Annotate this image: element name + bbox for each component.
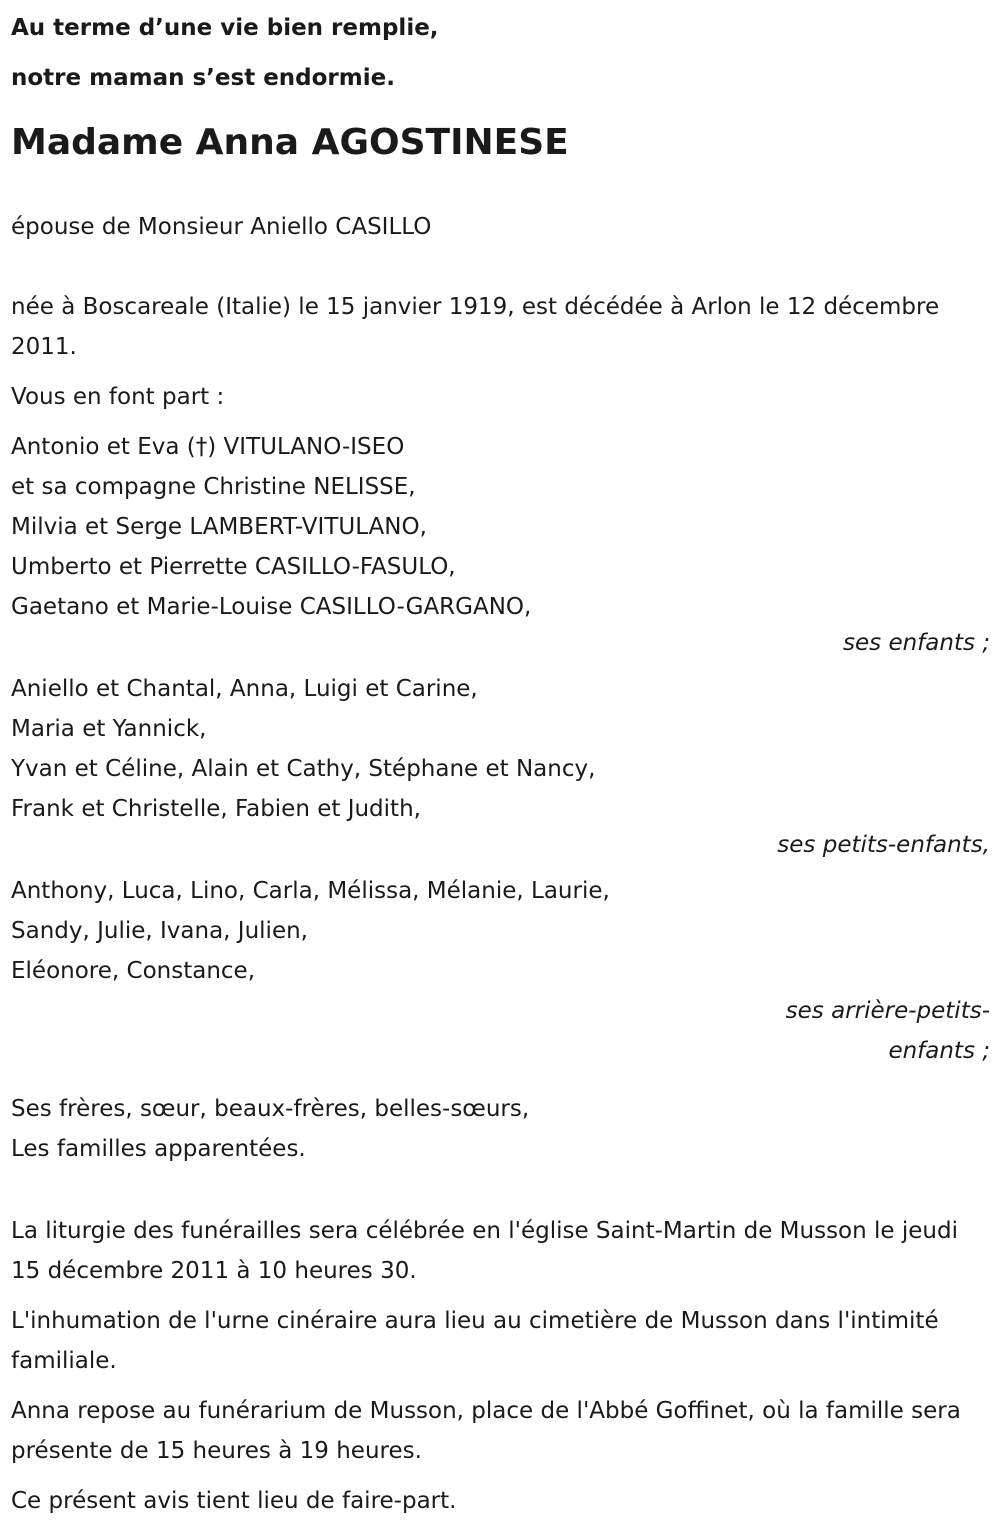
relatives-list bbox=[11, 1089, 990, 1169]
grandchildren-line-3: Yvan et Céline, Alain et Cathy, Stéphane et Nancy, bbox=[11, 756, 596, 782]
great-grandchildren-line-1: Anthony, Luca, Lino, Carla, Mélissa, Mélanie, Laurie, bbox=[11, 878, 610, 904]
children-line-4: Umberto et Pierrette CASILLO-FASULO, bbox=[11, 554, 456, 580]
spouse-line: épouse de Monsieur Aniello CASILLO bbox=[11, 214, 432, 240]
liturgy-paragraph: La liturgie des funérailles sera célébrée en l'église Saint-Martin de Musson le jeudi 15 décembre 2011 à 10 heures 30. bbox=[11, 1218, 958, 1284]
children-list bbox=[11, 427, 990, 627]
children-line-5: Gaetano et Marie-Louise CASILLO-GARGANO, bbox=[11, 594, 532, 620]
closing-line: Ce présent avis tient lieu de faire-part. bbox=[11, 1488, 457, 1514]
great-grandchildren-role-line-2: enfants ; bbox=[888, 1038, 990, 1064]
intro-line-2: notre maman s’est endormie. bbox=[11, 65, 395, 91]
great-grandchildren-role-line-1: ses arrière-petits- bbox=[785, 998, 990, 1024]
great-grandchildren-line-2: Sandy, Julie, Ivana, Julien, bbox=[11, 918, 308, 944]
children-role: ses enfants ; bbox=[843, 630, 990, 656]
deceased-name: Madame Anna AGOSTINESE bbox=[11, 122, 569, 163]
children-line-2: et sa compagne Christine NELISSE, bbox=[11, 474, 416, 500]
announce-line: Vous en font part : bbox=[11, 384, 225, 410]
birth-death-line: née à Boscareale (Italie) le 15 janvier 1919, est décédée à Arlon le 12 décembre 2011. bbox=[11, 294, 940, 360]
burial-paragraph: L'inhumation de l'urne cinéraire aura lieu au cimetière de Musson dans l'intimité familiale. bbox=[11, 1308, 939, 1374]
relatives-line-1: Ses frères, sœur, beaux-frères, belles-sœurs, bbox=[11, 1096, 530, 1122]
children-line-3: Milvia et Serge LAMBERT-VITULANO, bbox=[11, 514, 427, 540]
grandchildren-line-2: Maria et Yannick, bbox=[11, 716, 207, 742]
intro-line-1: Au terme d’une vie bien remplie, bbox=[11, 15, 439, 41]
grandchildren-role: ses petits-enfants, bbox=[777, 832, 990, 858]
great-grandchildren-line-3: Eléonore, Constance, bbox=[11, 958, 256, 984]
wake-paragraph: Anna repose au funérarium de Musson, place de l'Abbé Goffinet, où la famille sera présente de 15 heures à 19 heures. bbox=[11, 1398, 961, 1464]
great-grandchildren-list bbox=[11, 871, 990, 991]
children-line-1-after: ) VITULANO-ISEO bbox=[207, 434, 405, 460]
children-line-1-before: Antonio et Eva ( bbox=[11, 434, 196, 460]
grandchildren-line-1: Aniello et Chantal, Anna, Luigi et Carine, bbox=[11, 676, 478, 702]
cross-icon: † bbox=[195, 434, 208, 460]
relatives-line-2: Les familles apparentées. bbox=[11, 1136, 306, 1162]
grandchildren-line-4: Frank et Christelle, Fabien et Judith, bbox=[11, 796, 421, 822]
intro-verse bbox=[11, 0, 990, 103]
children-line-1 bbox=[11, 427, 990, 467]
grandchildren-list bbox=[11, 669, 990, 829]
